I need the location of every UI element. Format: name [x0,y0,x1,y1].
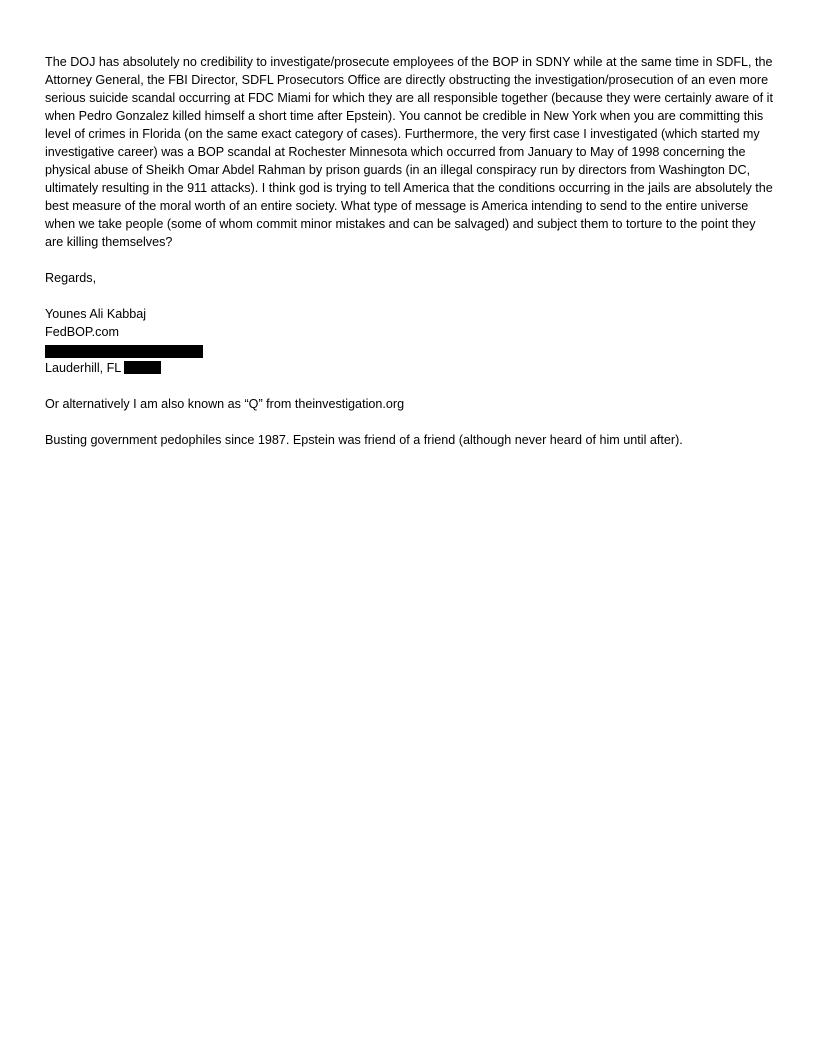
signature-name: Younes Ali Kabbaj [45,307,147,321]
letter-page [45,53,775,449]
redaction-bar [45,345,203,358]
signature-city-line [45,359,775,377]
redaction-bar-zip [124,361,161,374]
letter-body-paragraph: The DOJ has absolutely no credibility to investigate/prosecute employees of the BOP in SDNY while at the same time in SDFL, the Attorney General, the FBI Director, SDFL Prosecutors Office are directly obstructing the investigation/prosecution of an even more serious suicide scandal occurring at FDC Miami for which they are all responsible together (because they were certainly aware of it when Pedro Gonzalez killed himself a short time after Epstein). You cannot be credible in New York when you are committing this level of crimes in Florida (on the same exact category of cases). Furthermore, the very first case I investigated (which started my investigative career) was a BOP scandal at Rochester Minnesota which occurred from January to May of 1998 concerning the physical abuse of Sheikh Omar Abdel Rahman by prison guards (in an illegal conspiracy run by directors from Washington DC, ultimately resulting in the 911 attacks). I think god is trying to tell America that the conditions occurring in the jails are absolutely the best measure of the moral worth of an entire society. What type of message is America intending to send to the entire universe when we take people (some of whom commit minor mistakes and can be salvaged) and subject them to torture to the point they are killing themselves? [45,55,773,249]
signature-city-state: Lauderhill, FL [45,361,122,375]
alternate-identity-line: Or alternatively I am also known as “Q” from theinvestigation.org [45,397,405,411]
signature-block [45,305,775,377]
redacted-address-line [45,341,775,359]
tagline-line: Busting government pedophiles since 1987. Epstein was friend of a friend (although never heard of him until after). [45,433,683,447]
signature-website: FedBOP.com [45,325,119,339]
letter-closing: Regards, [45,271,97,285]
